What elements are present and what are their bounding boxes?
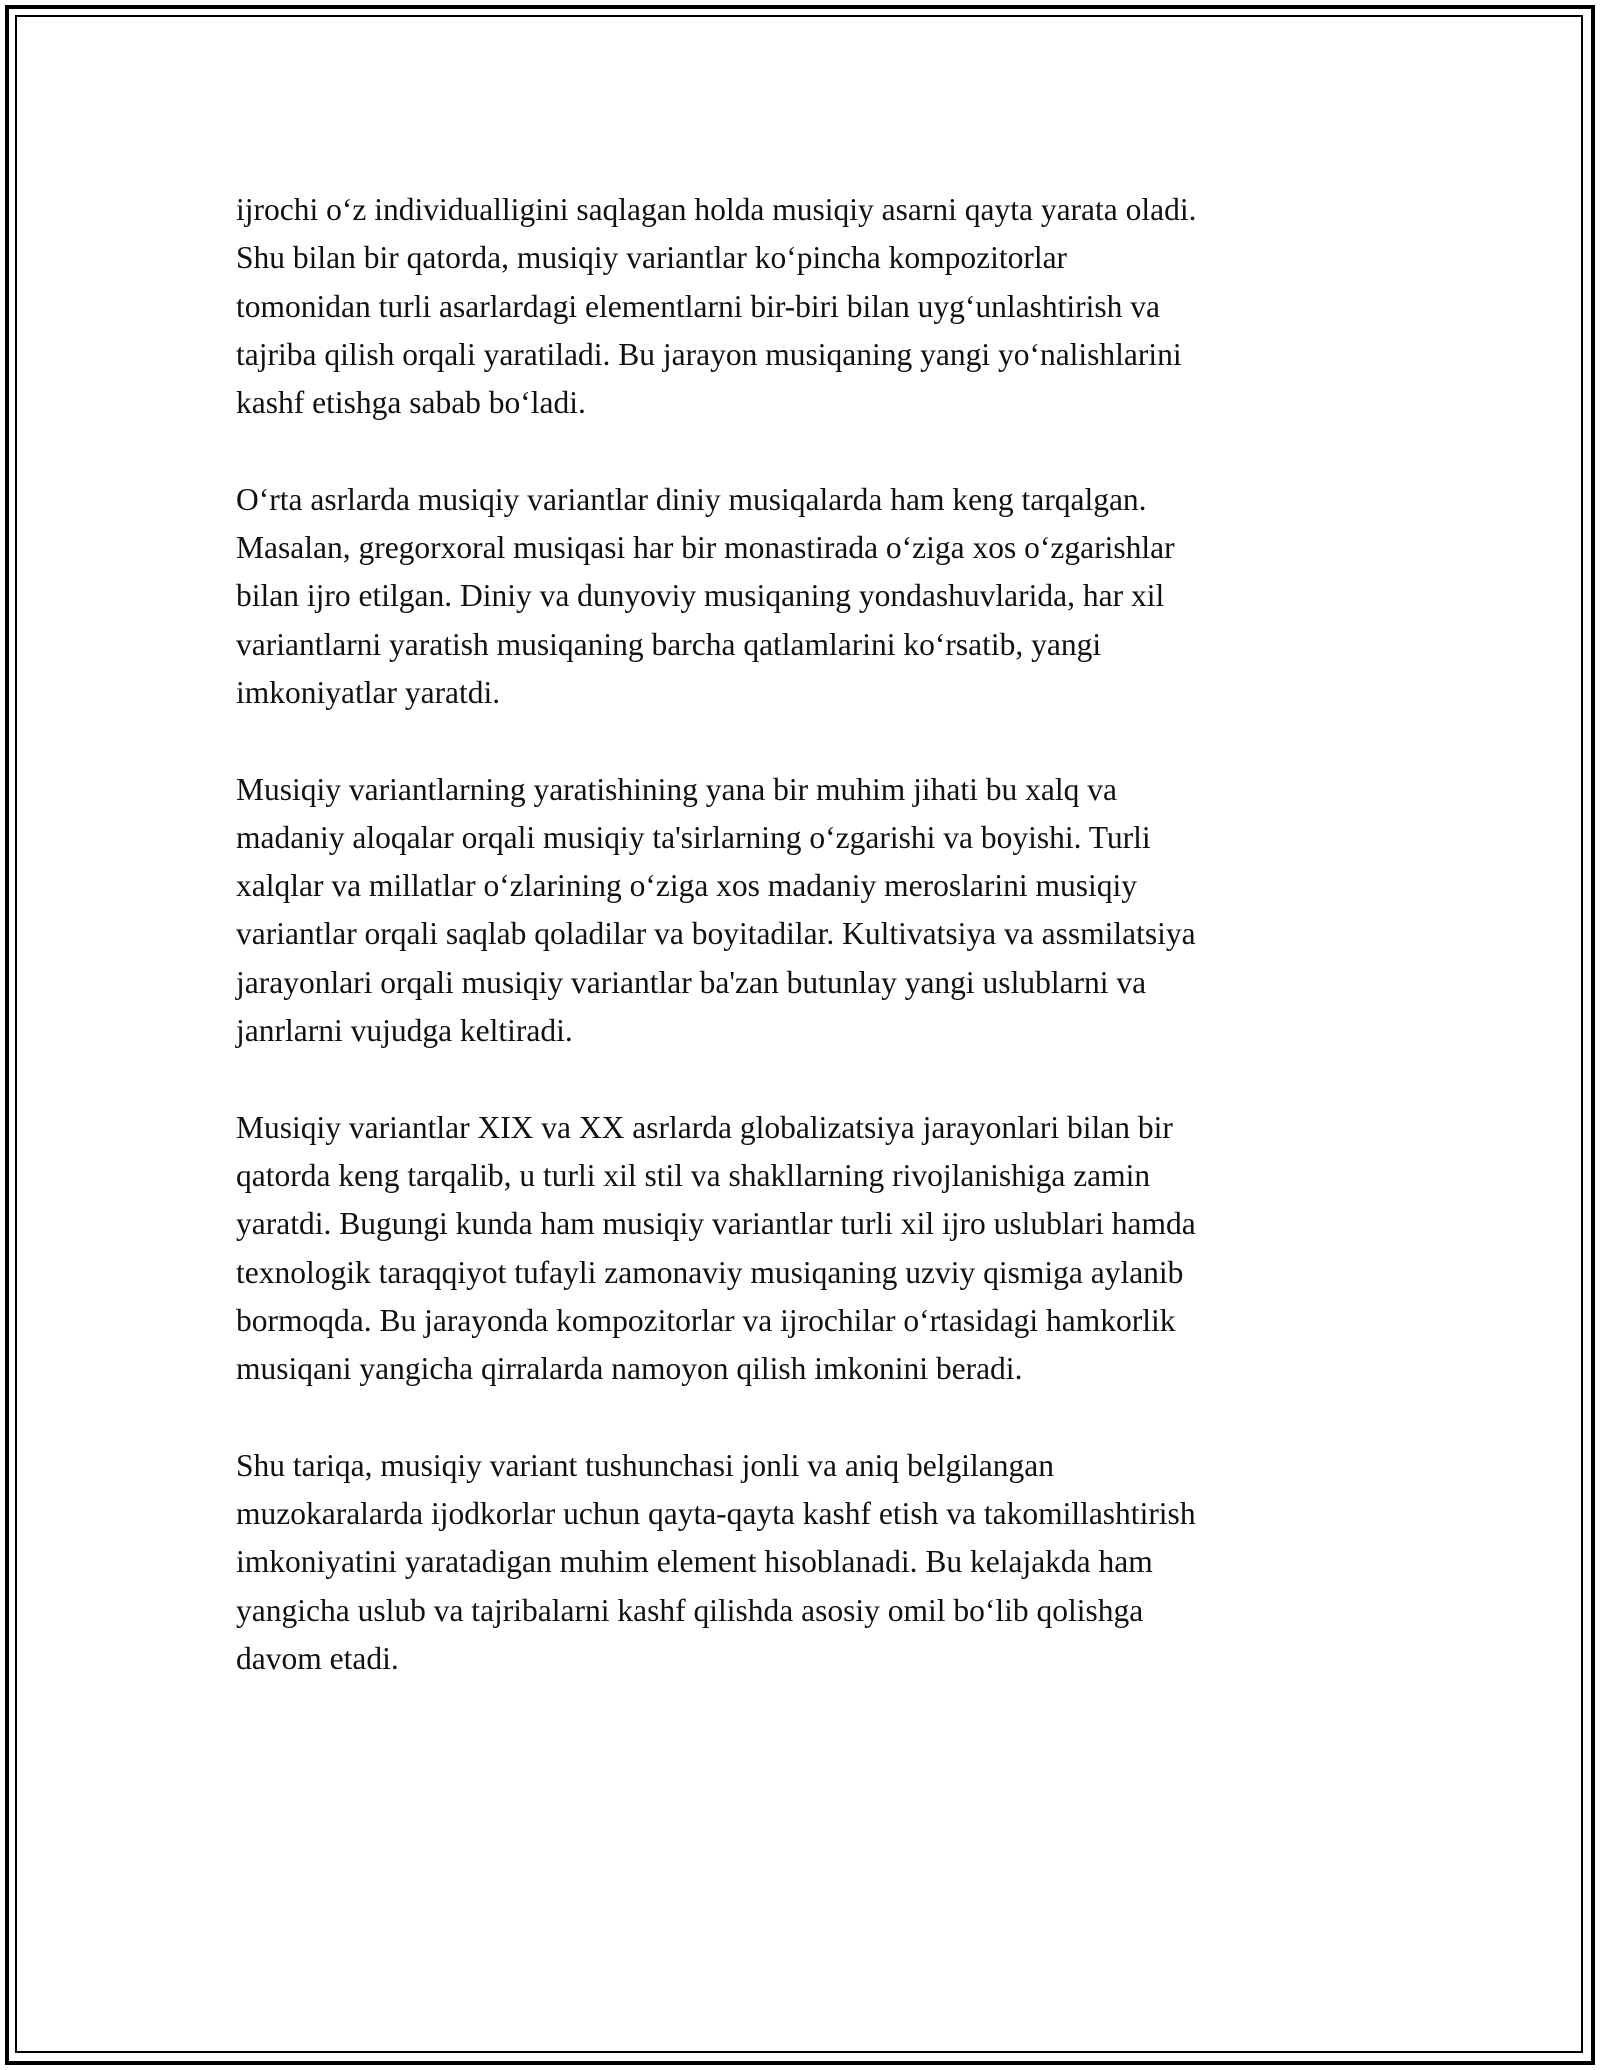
paragraph-4: Musiqiy variantlar XIX va XX asrlarda globalizatsiya jarayonlari bilan bir qatorda keng tarqalib, u turli xil stil va shakllarning rivojlanishiga zamin yaratdi. Bugungi kunda ham musiqiy variantlar turli xil ijro uslublari hamda texnologik taraqqiyot tufayli zamonaviy musiqaning uzviy qismiga aylanib bormoqda. Bu jarayonda kompozitorlar va ijrochilar o‘rtasidagi hamkorlik musiqani yangicha qirralarda namoyon qilish imkonini beradi. xyxy=(236,1109,1196,1387)
paragraph-5: Shu tariqa, musiqiy variant tushunchasi jonli va aniq belgilangan muzokaralarda ijodkorlar uchun qayta-qayta kashf etish va takomillashtirish imkoniyatini yaratadigan muhim element hisoblanadi. Bu kelajakda ham yangicha uslub va tajribalarni kashf qilishda asosiy omil bo‘lib qolishga davom etadi. xyxy=(236,1447,1196,1676)
document-body xyxy=(236,186,1366,1683)
paragraph-2: O‘rta asrlarda musiqiy variantlar diniy musiqalarda ham keng tarqalgan. Masalan, gregorxoral musiqasi har bir monastirada o‘ziga xos o‘zgarishlar bilan ijro etilgan. Diniy va dunyoviy musiqaning yondashuvlarida, har xil variantlarni yaratish musiqaning barcha qatlamlarini ko‘rsatib, yangi imkoniyatlar yaratdi. xyxy=(236,481,1175,710)
paragraph-3: Musiqiy variantlarning yaratishining yana bir muhim jihati bu xalq va madaniy aloqalar orqali musiqiy ta'sirlarning o‘zgarishi va boyishi. Turli xalqlar va millatlar o‘zlarining o‘ziga xos madaniy meroslarini musiqiy variantlar orqali saqlab qoladilar va boyitadilar. Kultivatsiya va assmilatsiya jarayonlari orqali musiqiy variantlar ba'zan butunlay yangi uslublarni va janrlarni vujudga keltiradi. xyxy=(236,771,1196,1049)
paragraph-1: ijrochi o‘z individualligini saqlagan holda musiqiy asarni qayta yarata oladi. Shu bilan bir qatorda, musiqiy variantlar ko‘pincha kompozitorlar tomonidan turli asarlardagi elementlarni bir-biri bilan uyg‘unlashtirish va tajriba qilish orqali yaratiladi. Bu jarayon musiqaning yangi yo‘nalishlarini kashf etishga sabab bo‘ladi. xyxy=(236,192,1197,421)
